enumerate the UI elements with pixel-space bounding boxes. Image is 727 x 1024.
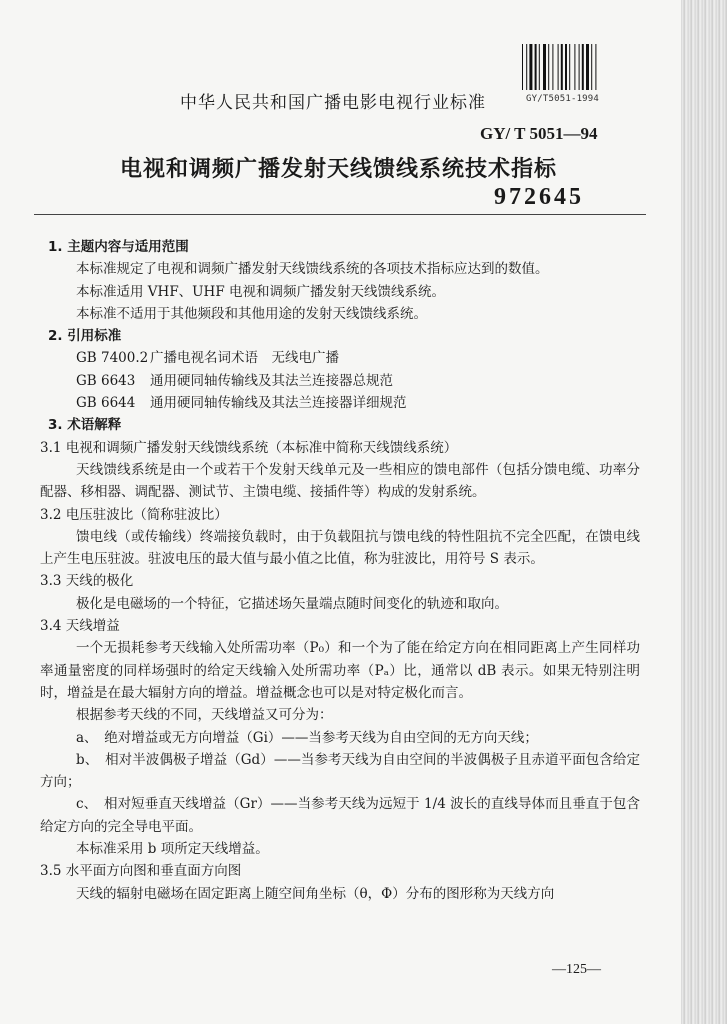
body-paragraph: 极化是电磁场的一个特征，它描述场矢量端点随时间变化的轨迹和取向。 — [76, 595, 508, 612]
reference-item — [40, 370, 640, 392]
page-number: —125— — [552, 962, 601, 977]
page-edge-scan-artifact — [681, 0, 727, 1024]
barcode — [520, 42, 615, 92]
document-title: 电视和调频广播发射天线馈线系统技术指标 — [120, 157, 558, 182]
body-paragraph: 馈电线（或传输线）终端接负载时，由于负载阻抗与馈电线的特性阻抗不完全匹配，在馈电线上产生电压驻波。驻波电压的最大值与最小值之比值，称为驻波比，用符号 S 表示。 — [40, 528, 640, 568]
reference-title: 通用硬同轴传输线及其法兰连接器总规范 — [150, 372, 393, 389]
reference-item — [40, 392, 640, 414]
reference-item — [40, 347, 640, 369]
body-paragraph: b、 相对半波偶极子增益（Gd）——当参考天线为自由空间的半波偶极子且赤道平面包含给定方向； — [40, 751, 640, 791]
body-paragraph: 天线的辐射电磁场在固定距离上随空间角坐标（θ，Φ）分布的图形称为天线方向 — [76, 885, 555, 902]
subsection-heading: 3.5 水平面方向图和垂直面方向图 — [40, 863, 242, 880]
standard-code: GY/ T 5051—94 — [480, 124, 598, 143]
subsection-heading: 3.2 电压驻波比（简称驻波比） — [40, 506, 228, 523]
issuing-organization: 中华人民共和国广播电影电视行业标准 — [180, 93, 486, 113]
section-heading: 3. 术语解释 — [48, 417, 122, 434]
document-number: 972645 — [494, 184, 584, 210]
document-body — [40, 236, 640, 905]
body-paragraph: 天线馈线系统是由一个或若干个发射天线单元及一些相应的馈电部件（包括分馈电缆、功率分配器、移相器、调配器、测试节、主馈电缆、接插件等）构成的发射系统。 — [40, 461, 640, 501]
reference-code: GB 6644 — [76, 395, 136, 412]
body-paragraph: c、 相对短垂直天线增益（Gr）——当参考天线为远短于 1/4 波长的直线导体而且垂直于包含给定方向的完全导电平面。 — [40, 796, 640, 835]
header-divider — [34, 214, 646, 215]
reference-title: 通用硬同轴传输线及其法兰连接器详细规范 — [150, 395, 407, 412]
body-paragraph: 一个无损耗参考天线输入处所需功率（P₀）和一个为了能在给定方向在相同距离上产生同样功率通量密度的同样场强时的给定天线输入处所需功率（Pₐ）比，通常以 dB 表示。如果无特别注明时，增益是在最大辐射方向的增益。增益概念也可以是对特定极化而言。 — [40, 640, 640, 701]
body-paragraph: 本标准规定了电视和调频广播发射天线馈线系统的各项技术指标应达到的数值。 — [76, 261, 549, 278]
section-heading: 1. 主题内容与适用范围 — [48, 239, 189, 255]
reference-code: GB 7400.2 — [76, 350, 149, 367]
body-paragraph: 本标准采用 b 项所定天线增益。 — [76, 841, 269, 858]
body-paragraph: a、 绝对增益或无方向增益（Gi）——当参考天线为自由空间的无方向天线； — [76, 729, 538, 746]
reference-code: GB 6643 — [76, 372, 136, 389]
subsection-heading: 3.1 电视和调频广播发射天线馈线系统（本标准中简称天线馈线系统） — [40, 439, 458, 456]
section-heading: 2. 引用标准 — [48, 328, 122, 345]
body-paragraph: 本标准适用 VHF、UHF 电视和调频广播发射天线馈线系统。 — [76, 283, 445, 300]
subsection-heading: 3.3 天线的极化 — [40, 573, 134, 590]
barcode-text: GY/T5051-1994 — [526, 94, 600, 104]
reference-title: 广播电视名词术语 无线电广播 — [150, 350, 339, 367]
body-paragraph: 根据参考天线的不同，天线增益又可分为： — [76, 707, 333, 724]
body-paragraph: 本标准不适用于其他频段和其他用途的发射天线馈线系统。 — [76, 305, 427, 322]
subsection-heading: 3.4 天线增益 — [40, 618, 120, 635]
